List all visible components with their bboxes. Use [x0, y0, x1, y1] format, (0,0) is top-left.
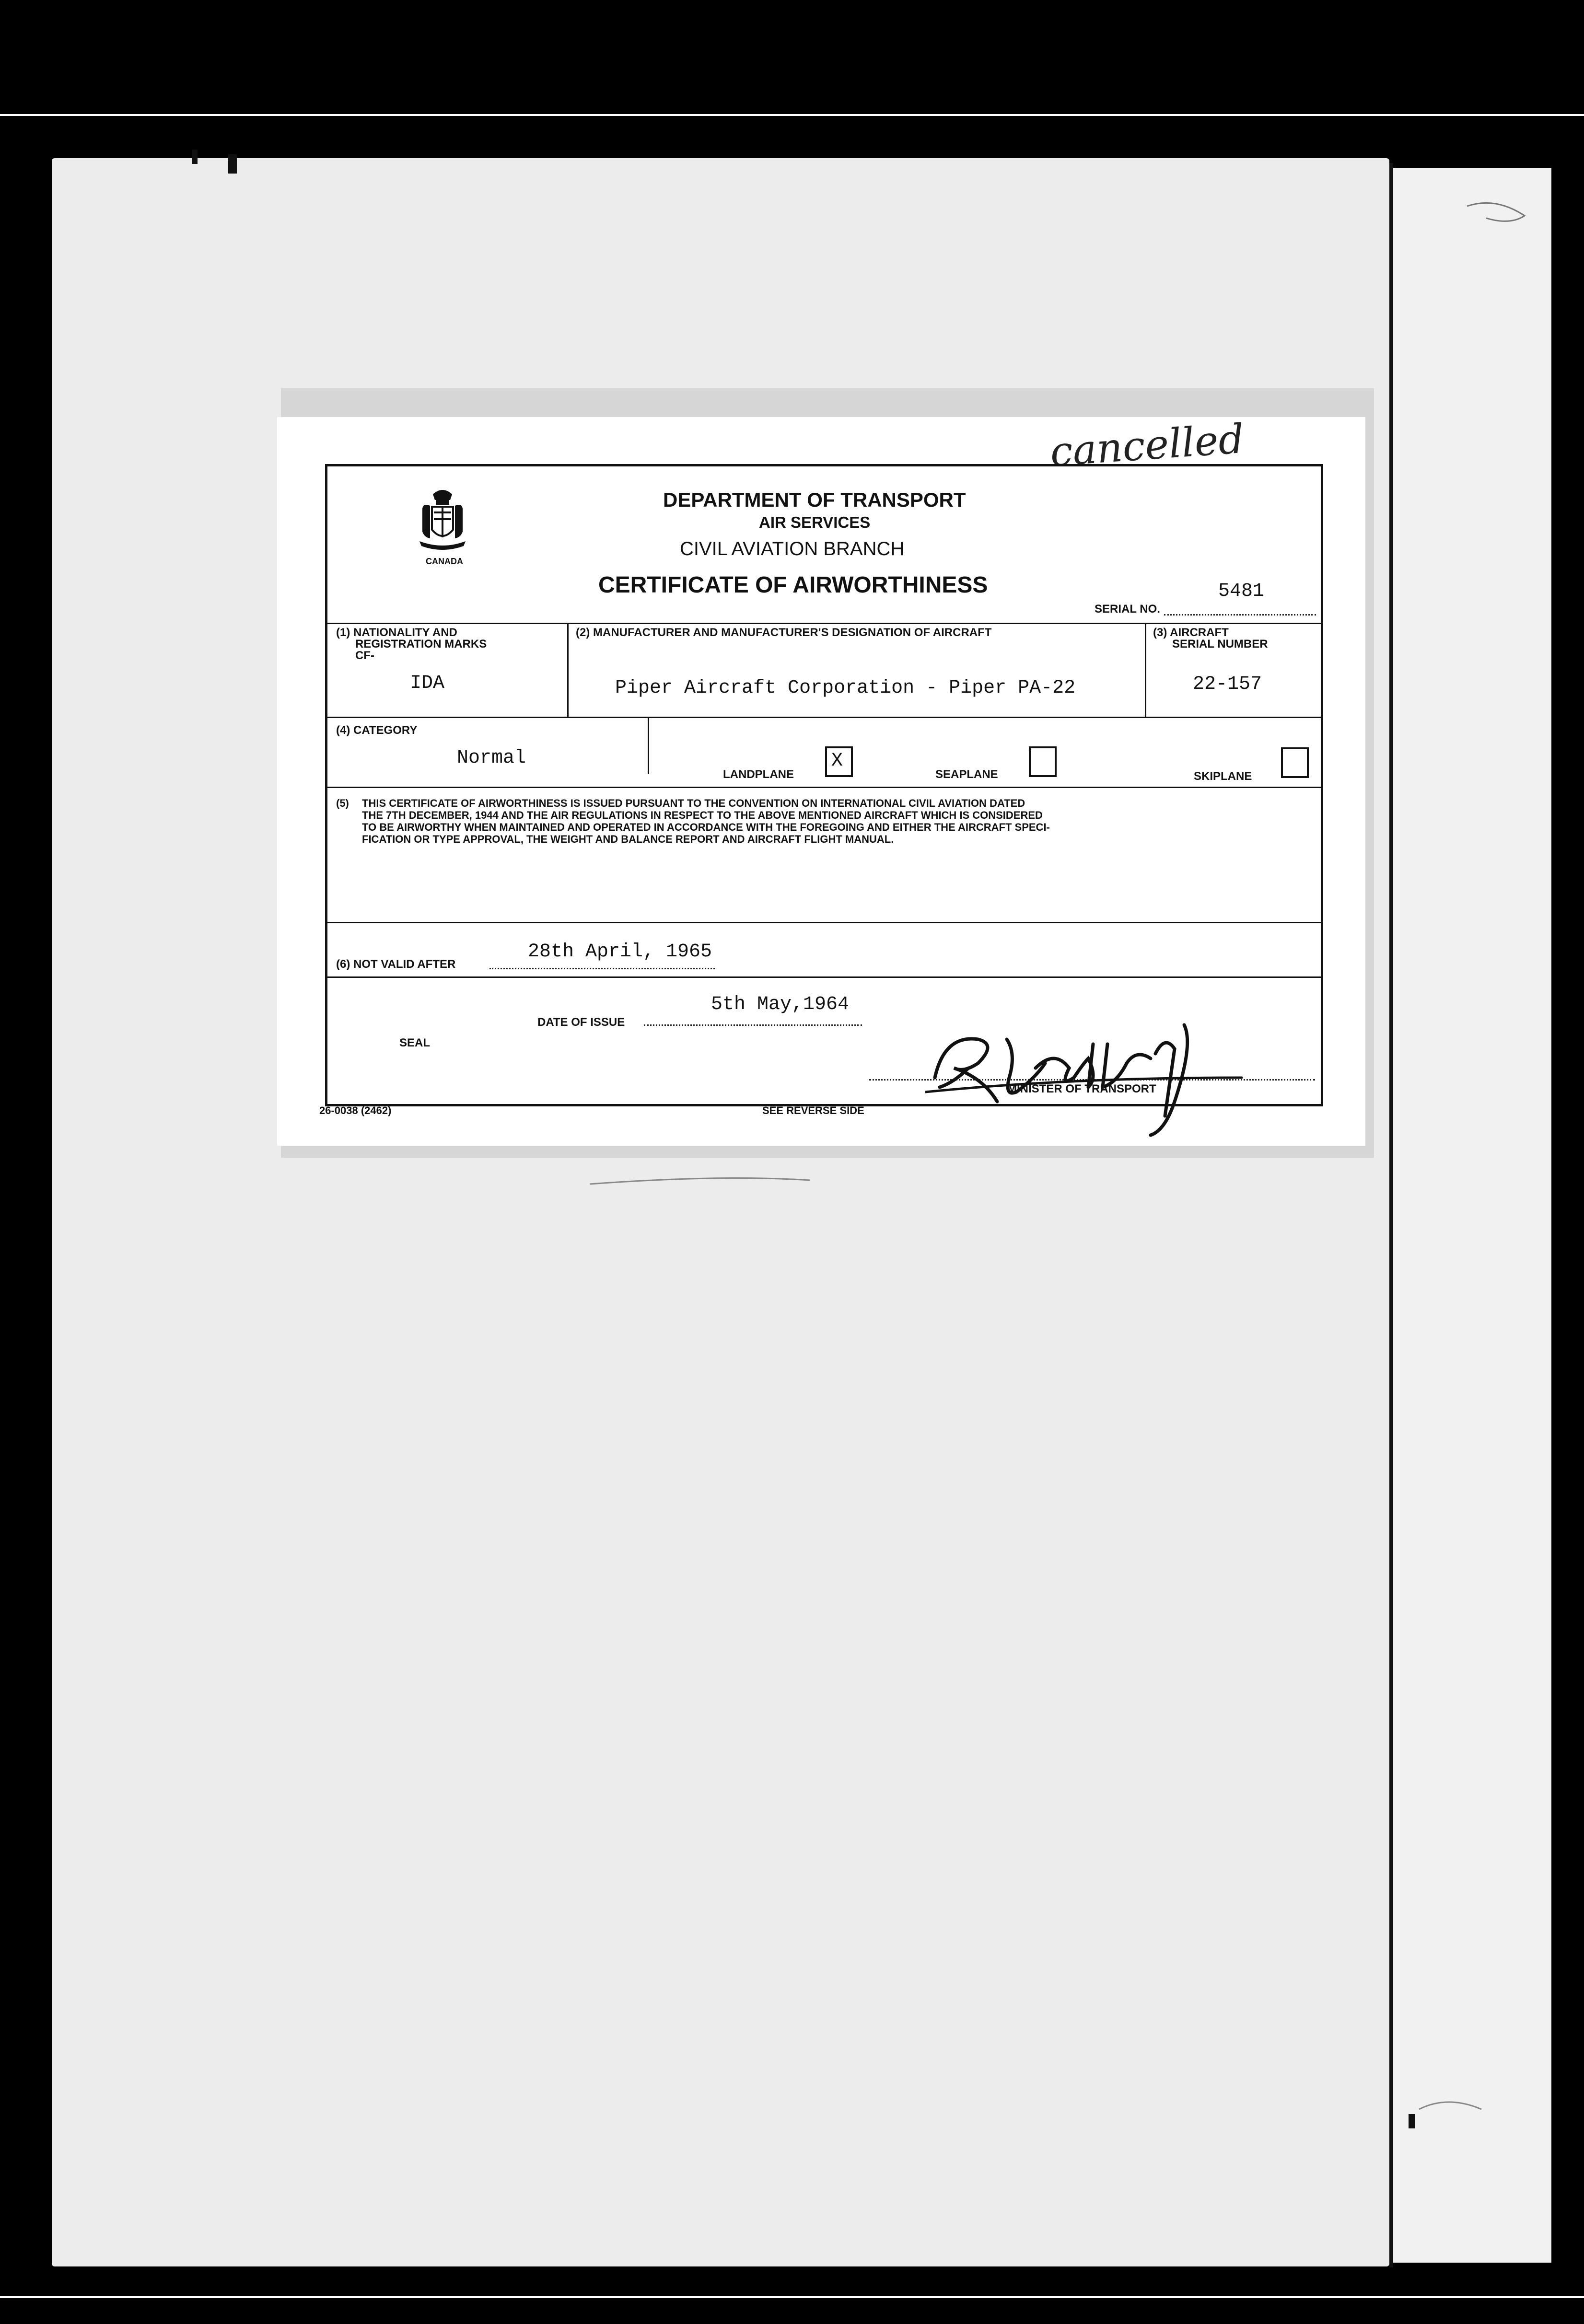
see-reverse-side: SEE REVERSE SIDE [762, 1104, 864, 1116]
landplane-check-mark: X [831, 750, 843, 772]
nationality-label-line2: REGISTRATION MARKS [355, 638, 487, 651]
row-divider-1 [327, 623, 1321, 624]
branch-title: CIVIL AVIATION BRANCH [680, 538, 905, 559]
air-services-subtitle: AIR SERVICES [759, 513, 871, 531]
canadian-coat-of-arms-crest [414, 486, 471, 558]
statement-line-2: THE 7TH DECEMBER, 1944 AND THE AIR REGULATIONS IN RESPECT TO THE ABOVE MENTIONED AIRCRAFT WHICH IS CONSIDERED [362, 809, 1043, 821]
statement-line-4: FICATION OR TYPE APPROVAL, THE WEIGHT AND BALANCE REPORT AND AIRCRAFT FLIGHT MANUAL. [362, 833, 894, 845]
cancelled-annotation: cancelled [1048, 415, 1246, 476]
statement-line-3: TO BE AIRWORTHY WHEN MAINTAINED AND OPERATED IN ACCORDANCE WITH THE FOREGOING AND EITHER THE AIRCRAFT SPECI- [362, 821, 1050, 833]
certificate-title: CERTIFICATE OF AIRWORTHINESS [598, 572, 988, 598]
row-divider-4 [327, 922, 1321, 923]
date-of-issue-underline [644, 1024, 862, 1026]
manufacturer-label: (2) MANUFACTURER AND MANUFACTURER'S DESIGNATION OF AIRCRAFT [576, 626, 992, 639]
seaplane-label: SEAPLANE [935, 768, 998, 781]
seal-label: SEAL [399, 1036, 431, 1049]
category-value: Normal [457, 747, 526, 769]
date-of-issue-label: DATE OF ISSUE [537, 1016, 625, 1029]
date-of-issue-value: 5th May,1964 [711, 994, 850, 1015]
not-valid-after-value: 28th April, 1965 [528, 941, 712, 963]
statement-line-1: THIS CERTIFICATE OF AIRWORTHINESS IS ISSUED PURSUANT TO THE CONVENTION ON INTERNATIONAL CIVIL AVIATION DATED [362, 797, 1025, 809]
row-divider-5 [327, 976, 1321, 978]
col-divider-1 [567, 623, 569, 717]
registration-marks-value: IDA [410, 673, 445, 694]
form-number: 26-0038 (2462) [319, 1104, 392, 1116]
nationality-label-line3: CF- [355, 649, 374, 662]
skiplane-checkbox [1281, 747, 1309, 778]
serial-number-value: 5481 [1218, 581, 1265, 602]
minister-label: MINISTER OF TRANSPORT [1007, 1082, 1156, 1095]
row-divider-3 [327, 787, 1321, 788]
seaplane-checkbox [1029, 746, 1057, 777]
manufacturer-value: Piper Aircraft Corporation - Piper PA-22 [615, 677, 1076, 699]
not-valid-after-underline [489, 968, 715, 969]
aircraft-serial-value: 22-157 [1193, 674, 1262, 695]
nationality-label-line1: (1) NATIONALITY AND [336, 626, 457, 639]
crest-caption: CANADA [426, 557, 463, 566]
statement-number: (5) [336, 797, 349, 809]
department-title: DEPARTMENT OF TRANSPORT [663, 488, 966, 511]
serial-number-underline [1164, 614, 1316, 616]
landplane-label: LANDPLANE [723, 768, 794, 781]
minister-signature [925, 1006, 1261, 1140]
serial-number-label: SERIAL NO. [1095, 603, 1160, 616]
aircraft-serial-label-line2: SERIAL NUMBER [1172, 638, 1268, 651]
landplane-checkbox [825, 746, 853, 777]
col-divider-2 [1145, 623, 1146, 717]
category-label: (4) CATEGORY [336, 724, 418, 737]
not-valid-after-label: (6) NOT VALID AFTER [336, 958, 456, 971]
skiplane-label: SKIPLANE [1194, 770, 1252, 783]
row-divider-2 [327, 717, 1321, 718]
aircraft-serial-label-line1: (3) AIRCRAFT [1153, 626, 1229, 639]
col-divider-3 [648, 717, 649, 774]
